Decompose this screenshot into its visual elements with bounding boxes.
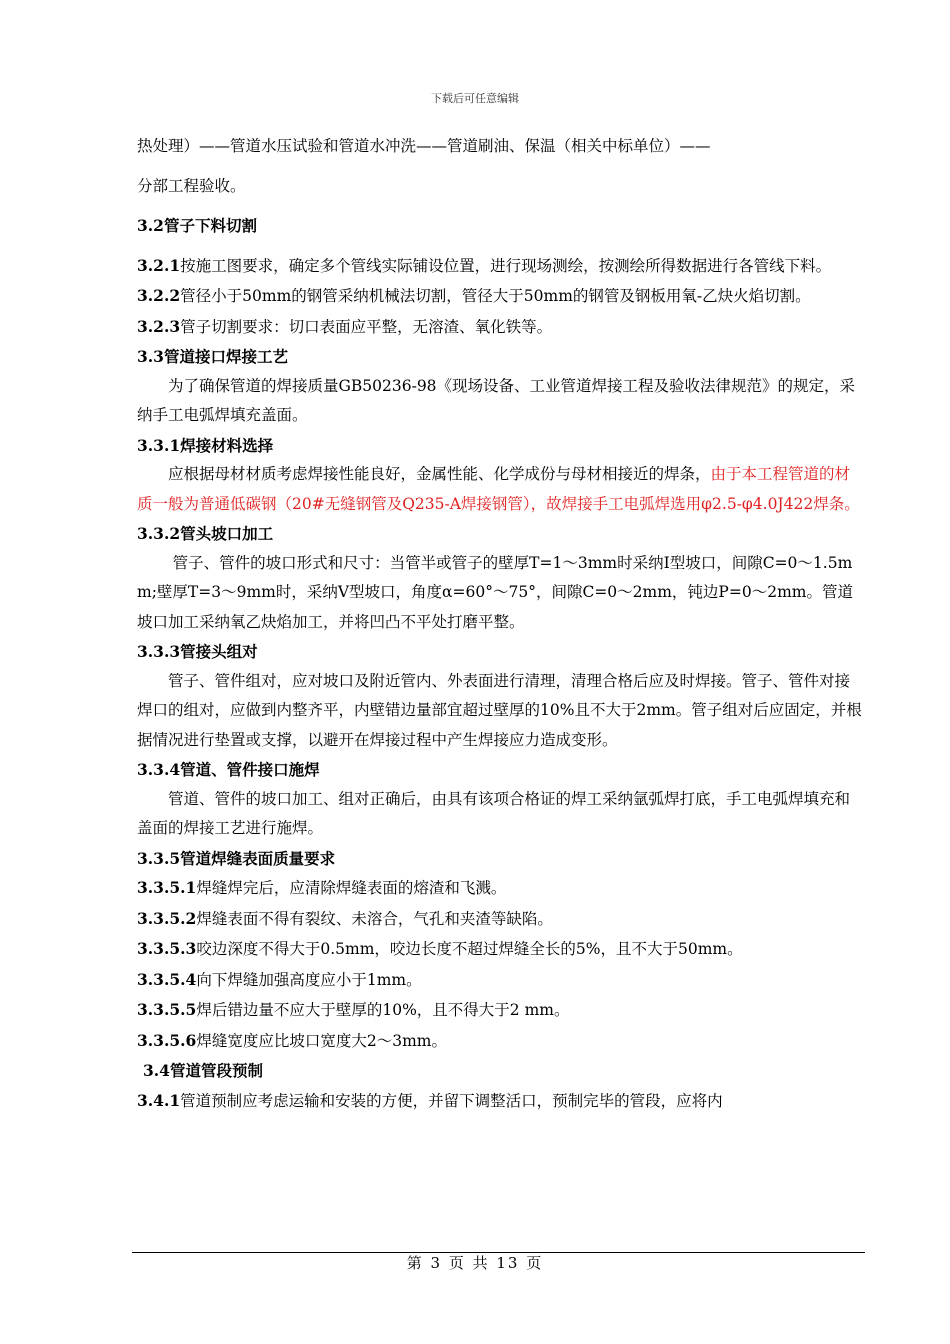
item-3-2-2 [137, 281, 865, 312]
item-text: 焊缝焊完后，应清除焊缝表面的熔渣和飞溅。 [196, 879, 507, 897]
paragraph-process-flow: 热处理）——管道水压试验和管道水冲洗——管道刷油、保温（相关中标单位）—— [137, 137, 711, 155]
heading-3-4: 3.4管道管段预制 [143, 1061, 263, 1080]
heading-3-3-2: 3.3.2管头坡口加工 [137, 524, 274, 543]
item-3-3-5-1 [137, 873, 865, 904]
heading-3-3-4: 3.3.4管道、管件接口施焊 [137, 760, 320, 779]
item-text: 管子切割要求：切口表面应平整，无溶渣、氧化铁等。 [180, 317, 553, 336]
item-3-3-5-2 [137, 904, 865, 935]
item-number: 3.3.5.4 [137, 969, 197, 989]
paragraph-process-flow-end: 分部工程验收。 [137, 176, 246, 195]
heading-3-2: 3.2管子下料切割 [137, 216, 257, 235]
item-number: 3.3.5.2 [137, 908, 197, 928]
item-3-3-5-4 [137, 965, 865, 996]
item-text: 焊后错边量不应大于壁厚的10%，且不得大于2 mm。 [196, 1001, 570, 1019]
paragraph-3-3-1 [137, 460, 865, 519]
item-number: 3.4.1 [137, 1090, 181, 1110]
item-text: 按施工图要求，确定多个管线实际铺设位置，进行现场测绘，按测绘所得数据进行各管线下料。 [180, 256, 832, 275]
item-number: 3.3.5.6 [137, 1030, 197, 1050]
item-text: 管径小于50mm的钢管采纳机械法切割，管径大于50mm的钢管及钢板用氧-乙炔火焰切割。 [180, 287, 811, 305]
highlighted-text: 由于本工程管道的材质一般为普通低碳钢（20#无缝钢管及Q235-A焊接钢管），故焊接手工电弧焊选用φ2.5-φ4.0J422焊条。 [137, 465, 860, 513]
item-number: 3.3.5.1 [137, 878, 197, 897]
heading-3-3-5: 3.3.5管道焊缝表面质量要求 [137, 848, 336, 868]
item-text: 管道预制应考虑运输和安装的方便，并留下调整活口，预制完毕的管段，应将内 [180, 1091, 723, 1110]
item-number: 3.2.1 [137, 255, 181, 275]
item-3-3-5-5 [137, 995, 865, 1026]
item-number: 3.3.5.3 [137, 939, 197, 958]
item-number: 3.2.3 [137, 316, 181, 336]
item-3-3-5-3 [137, 934, 865, 965]
item-text: 向下焊缝加强高度应小于1mm。 [196, 970, 422, 989]
item-3-4-1 [137, 1086, 865, 1117]
item-text: 焊缝宽度应比坡口宽度大2～3mm。 [196, 1031, 447, 1050]
document-body [137, 132, 865, 1116]
page-footer: 第 3 页 共 13 页 [406, 1254, 544, 1272]
item-text: 咬边深度不得大于0.5mm，咬边长度不超过焊缝全长的5%，且不大于50mm。 [196, 940, 743, 958]
item-number: 3.3.5.5 [137, 1000, 197, 1019]
paragraph-3-3: 为了确保管道的焊接质量GB50236-98《现场设备、工业管道焊接工程及验收法律规范》的规定，采纳手工电弧焊填充盖面。 [137, 376, 856, 424]
page-header: 下载后可任意编辑 [431, 92, 519, 105]
paragraph-text: 应根据母材材质考虑焊接性能良好，金属性能、化学成份与母材相接近的焊条， [168, 465, 711, 483]
heading-3-3-1: 3.3.1焊接材料选择 [137, 435, 274, 455]
item-3-3-5-6 [137, 1026, 865, 1057]
item-text: 焊缝表面不得有裂纹、未溶合，气孔和夹渣等缺陷。 [196, 909, 553, 928]
paragraph-3-3-4: 管道、管件的坡口加工、组对正确后，由具有该项合格证的焊工采纳氩弧焊打底，手工电弧焊填充和盖面的焊接工艺进行施焊。 [137, 789, 851, 837]
paragraph-3-3-3: 管子、管件组对，应对坡口及附近管内、外表面进行清理，清理合格后应及时焊接。管子、管件对接焊口的组对，应做到内整齐平，内壁错边量部宜超过壁厚的10%且不大于2mm。管子组对后应固定，并根据情况进行垫置或支撑，以避开在焊接过程中产生焊接应力造成变形。 [137, 671, 862, 749]
item-number: 3.2.2 [137, 286, 181, 305]
paragraph-3-3-2: 管子、管件的坡口形式和尺寸：当管半或管子的壁厚T=1～3mm时采纳I型坡口，间隙C=0～1.5mm;壁厚T=3～9mm时，采纳V型坡口，角度α=60°～75°，间隙C=0～2mm，钝边P=0～2mm。管道坡口加工采纳氧乙炔焰加工，并将凹凸不平处打磨平整。 [137, 553, 853, 631]
heading-3-3-3: 3.3.3管接头组对 [137, 642, 258, 661]
item-3-2-3 [137, 312, 865, 343]
item-3-2-1 [137, 251, 865, 282]
heading-3-3: 3.3管道接口焊接工艺 [137, 347, 288, 366]
